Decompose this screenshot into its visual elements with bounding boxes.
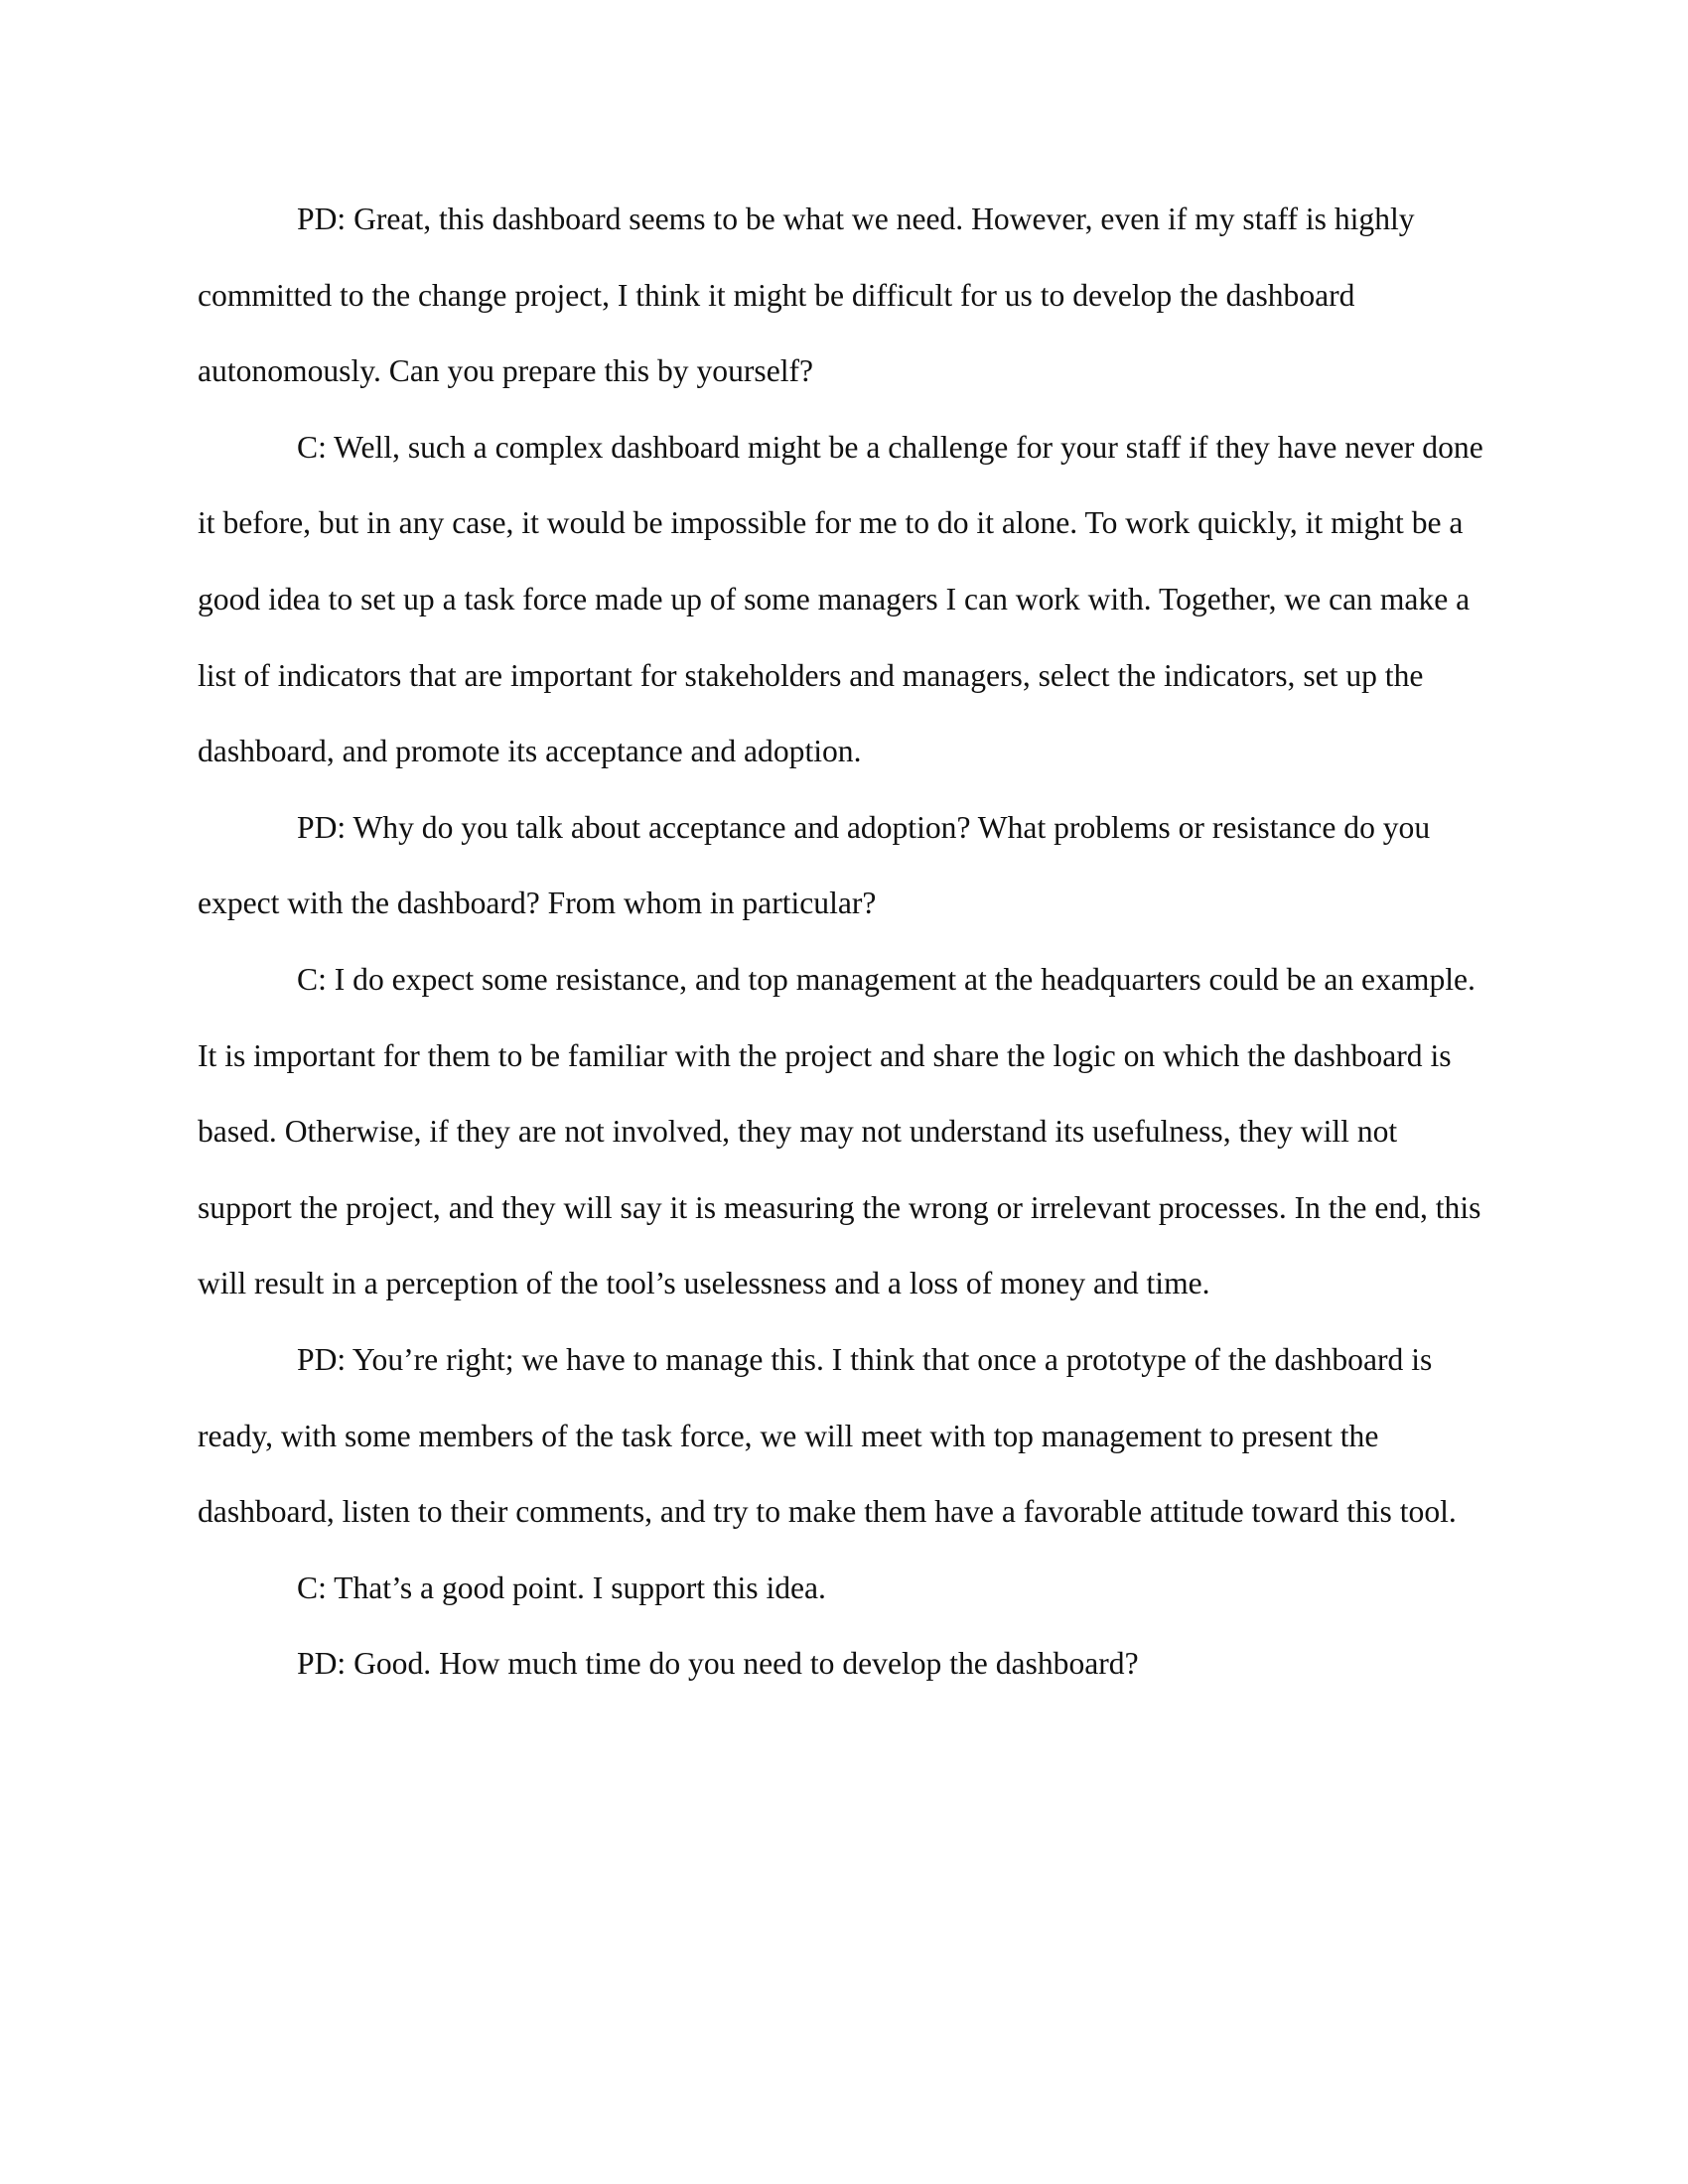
- dialogue-body: [198, 182, 1490, 1703]
- paragraph-pd-time-question: PD: Good. How much time do you need to develop the dashboard?: [297, 1646, 1139, 1682]
- paragraph-c-support: C: That’s a good point. I support this idea.: [297, 1570, 826, 1605]
- paragraph-c-top-management: C: I do expect some resistance, and top management at the headquarters could be an example. It is important for them to be familiar with the project and share the logic on which the dashboard is based. Otherwise, if they are not involved, they may not understand its usefulness, they will not support the project, and they will say it is measuring the wrong or irrelevant processes. In the end, this will result in a perception of the tool’s uselessness and a loss of money and time.: [198, 961, 1481, 1301]
- paragraph-pd-dashboard-request: PD: Great, this dashboard seems to be what we need. However, even if my staff is highly committed to the change project, I think it might be difficult for us to develop the dashboard autonomously. Can you prepare this by yourself?: [198, 202, 1415, 389]
- paragraph-pd-prototype-meeting: PD: You’re right; we have to manage this. I think that once a prototype of the dashboard is ready, with some members of the task force, we will meet with top management to present the dashboard, listen to their comments, and try to make them have a favorable attitude toward this tool.: [198, 1341, 1457, 1530]
- paragraph-c-task-force: C: Well, such a complex dashboard might be a challenge for your staff if they have never done it before, but in any case, it would be impossible for me to do it alone. To work quickly, it might be a good idea to set up a task force made up of some managers I can work with. Together, we can make a list of indicators that are important for stakeholders and managers, select the indicators, set up the dashboard, and promote its acceptance and adoption.: [198, 429, 1483, 769]
- paragraph-pd-resistance-question: PD: Why do you talk about acceptance and adoption? What problems or resistance do you expect with the dashboard? From whom in particular?: [198, 809, 1431, 921]
